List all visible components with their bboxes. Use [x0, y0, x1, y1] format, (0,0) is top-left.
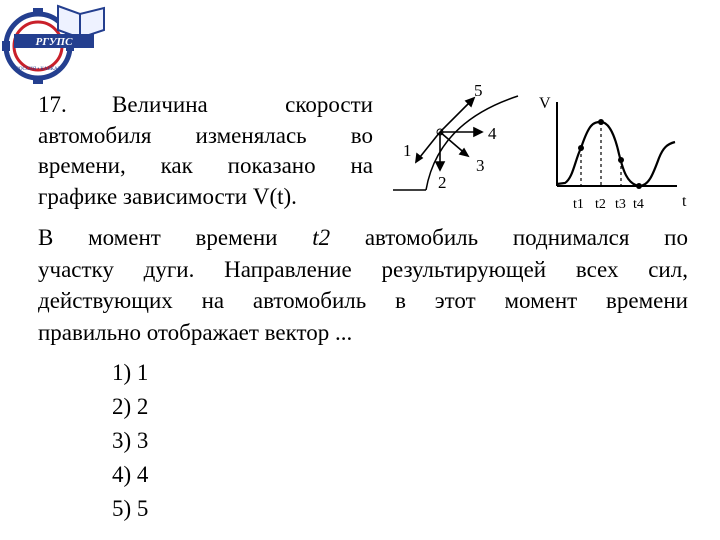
- paragraph-word: В: [38, 225, 54, 250]
- question-intro: [38, 90, 373, 212]
- paragraph-word: Направление: [224, 256, 352, 282]
- paragraph-word: автомобиль: [252, 288, 367, 313]
- point-t1: [578, 145, 584, 151]
- vector-figure: [390, 82, 530, 200]
- vector-label-5: 5: [474, 82, 483, 100]
- answer-options: [112, 356, 148, 526]
- book-icon: [58, 6, 104, 38]
- paragraph-word: в: [395, 288, 406, 313]
- paragraph-word: момент: [88, 225, 161, 250]
- answer-option-2[interactable]: 2) 2: [112, 394, 149, 419]
- paragraph-word: результирующей: [381, 256, 547, 282]
- vector-label-3: 3: [476, 156, 485, 175]
- university-logo: [0, 0, 110, 85]
- paragraph-word: действующих: [38, 288, 173, 313]
- answer-option-5[interactable]: 5) 5: [112, 496, 149, 521]
- paragraph-word: этот: [434, 288, 476, 313]
- point-t2: [598, 119, 604, 125]
- y-axis-label: V: [539, 95, 551, 112]
- paragraph-word: автомобиль: [364, 225, 479, 250]
- paragraph-word: на: [201, 288, 225, 313]
- paragraph-word: участку: [38, 256, 114, 282]
- vector-label-2: 2: [438, 173, 447, 192]
- paragraph-word: времени: [195, 225, 278, 250]
- question-number: 17.: [38, 92, 67, 117]
- paragraph-text: правильно отображает вектор ...: [38, 319, 353, 345]
- tick-label-t3: t3: [615, 197, 626, 212]
- logo-text: РГУПС: [35, 36, 73, 48]
- paragraph-word: всех: [575, 256, 619, 282]
- paragraph-line-2: [38, 254, 688, 286]
- paragraph-line-3: [38, 285, 688, 317]
- vector-label-1: 1: [403, 141, 412, 160]
- speed-graph: [535, 88, 695, 216]
- answer-option-3[interactable]: 3) 3: [112, 428, 149, 453]
- question-line-3: времени, как показано на: [38, 153, 373, 178]
- paragraph-word: дуги.: [143, 256, 195, 282]
- tick-label-t1: t1: [573, 197, 584, 212]
- paragraph-word: времени: [606, 288, 688, 313]
- point-t4: [636, 183, 642, 189]
- paragraph-line-4: [38, 317, 688, 349]
- point-t3: [618, 157, 624, 163]
- logo-ring-text: РОССИЯ • КАВКАЗ: [16, 67, 60, 72]
- question-line-4: графике зависимости V(t).: [38, 183, 297, 209]
- paragraph-word: t2: [312, 225, 331, 250]
- x-axis-label: t: [682, 193, 687, 210]
- question-line-2: автомобиля изменялась во: [38, 122, 373, 148]
- paragraph-word: сил,: [648, 256, 688, 282]
- paragraph-line-1: [38, 222, 688, 254]
- vector-label-4: 4: [488, 124, 497, 143]
- tick-label-t4: t4: [633, 197, 644, 212]
- question-line-1: 17. Величина скорости: [38, 90, 373, 121]
- paragraph-word: поднимался: [512, 225, 630, 250]
- question-paragraph: [38, 222, 688, 348]
- answer-option-1[interactable]: 1) 1: [112, 360, 149, 385]
- paragraph-word: по: [664, 225, 688, 250]
- paragraph-word: момент: [504, 288, 578, 313]
- tick-label-t2: t2: [595, 197, 606, 212]
- answer-option-4[interactable]: 4) 4: [112, 462, 149, 487]
- speed-curve: [557, 122, 675, 186]
